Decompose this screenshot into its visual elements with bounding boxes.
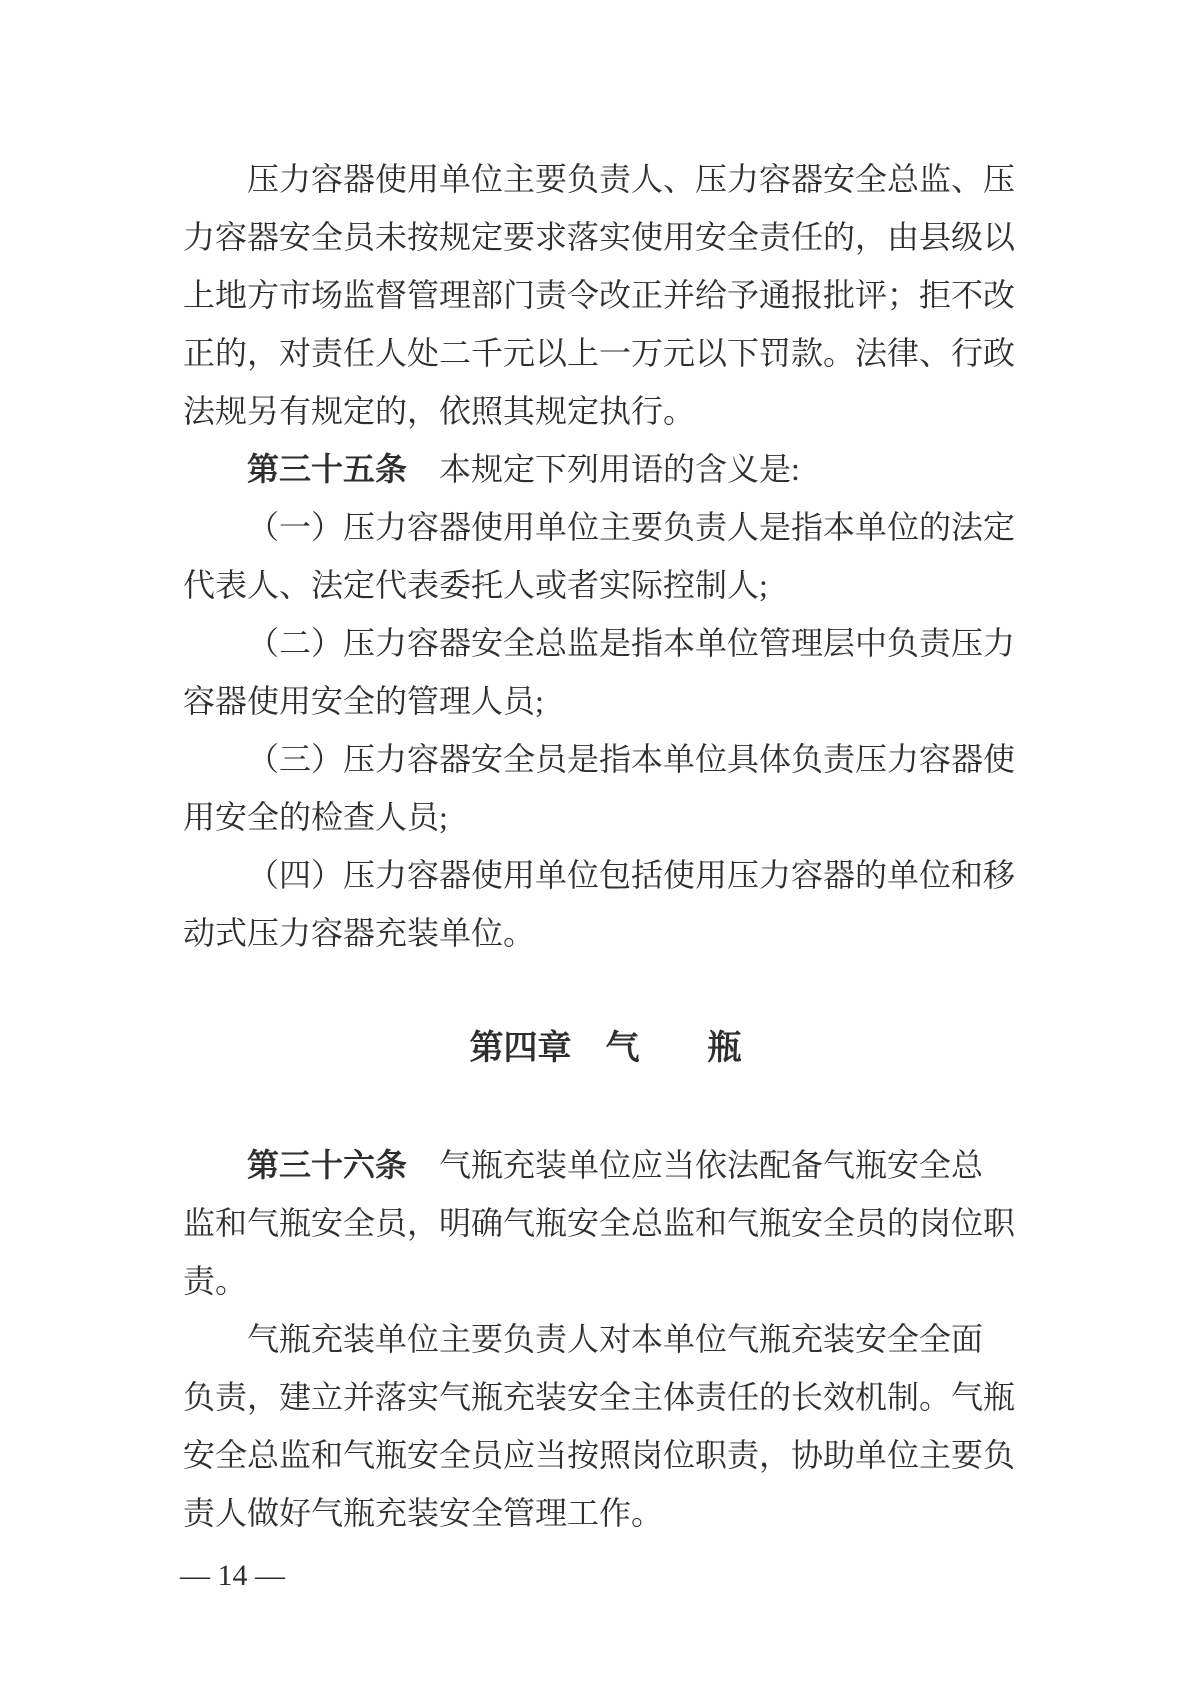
- line-text: （四）压力容器使用单位包括使用压力容器的单位和移: [247, 857, 1016, 893]
- text-line: [183, 1310, 1028, 1368]
- line-text: 气瓶充装单位应当依法配备气瓶安全总: [407, 1147, 984, 1183]
- line-text: 负责，建立并落实气瓶充装安全主体责任的长效机制。气瓶: [183, 1379, 1016, 1415]
- line-text: 动式压力容器充装单位。: [183, 915, 536, 951]
- article-number: 第三十六条: [247, 1147, 408, 1183]
- line-text: （三）压力容器安全员是指本单位具体负责压力容器使: [247, 741, 1016, 777]
- text-line: [183, 556, 1028, 614]
- line-text: 上地方市场监督管理部门责令改正并给予通报批评；拒不改: [183, 277, 1016, 313]
- text-line: [183, 1368, 1028, 1426]
- line-text: 正的，对责任人处二千元以上一万元以下罚款。法律、行政: [183, 335, 1016, 371]
- text-line: [183, 1252, 1028, 1310]
- text-line: [183, 208, 1028, 266]
- text-line: [183, 266, 1028, 324]
- article-number: 第三十五条: [247, 451, 408, 487]
- line-text: 监和气瓶安全员，明确气瓶安全总监和气瓶安全员的岗位职: [183, 1205, 1016, 1241]
- line-text: 安全总监和气瓶安全员应当按照岗位职责，协助单位主要负: [183, 1437, 1016, 1473]
- text-line: [183, 846, 1028, 904]
- article-line: [183, 440, 1028, 498]
- line-text: 容器使用安全的管理人员;: [183, 683, 544, 719]
- text-line: [183, 788, 1028, 846]
- line-text: 力容器安全员未按规定要求落实使用安全责任的，由县级以: [183, 219, 1016, 255]
- chapter-heading-text: 第四章 气 瓶: [469, 1030, 742, 1067]
- line-text: 代表人、法定代表委托人或者实际控制人;: [183, 567, 768, 603]
- text-line: [183, 1484, 1028, 1542]
- line-text: 本规定下列用语的含义是:: [407, 451, 800, 487]
- text-line: [183, 614, 1028, 672]
- chapter-heading: [183, 1020, 1028, 1078]
- line-text: 气瓶充装单位主要负责人对本单位气瓶充装安全全面: [247, 1321, 984, 1357]
- blank-line: [183, 962, 1028, 1020]
- line-text: 用安全的检查人员;: [183, 799, 448, 835]
- text-line: [183, 324, 1028, 382]
- text-line: [183, 1194, 1028, 1252]
- document-body: [183, 150, 1028, 1542]
- line-text: 法规另有规定的，依照其规定执行。: [183, 393, 696, 429]
- text-line: [183, 672, 1028, 730]
- line-text: （二）压力容器安全总监是指本单位管理层中负责压力: [247, 625, 1016, 661]
- line-text: 责人做好气瓶充装安全管理工作。: [183, 1495, 664, 1531]
- text-line: [183, 150, 1028, 208]
- line-text: （一）压力容器使用单位主要负责人是指本单位的法定: [247, 509, 1016, 545]
- line-text: 责。: [183, 1263, 248, 1299]
- article-line: [183, 1136, 1028, 1194]
- text-line: [183, 1426, 1028, 1484]
- text-line: [183, 904, 1028, 962]
- page-number: — 14 —: [180, 1559, 285, 1592]
- line-text: 压力容器使用单位主要负责人、压力容器安全总监、压: [247, 161, 1016, 197]
- blank-line: [183, 1078, 1028, 1136]
- text-line: [183, 730, 1028, 788]
- text-line: [183, 382, 1028, 440]
- text-line: [183, 498, 1028, 556]
